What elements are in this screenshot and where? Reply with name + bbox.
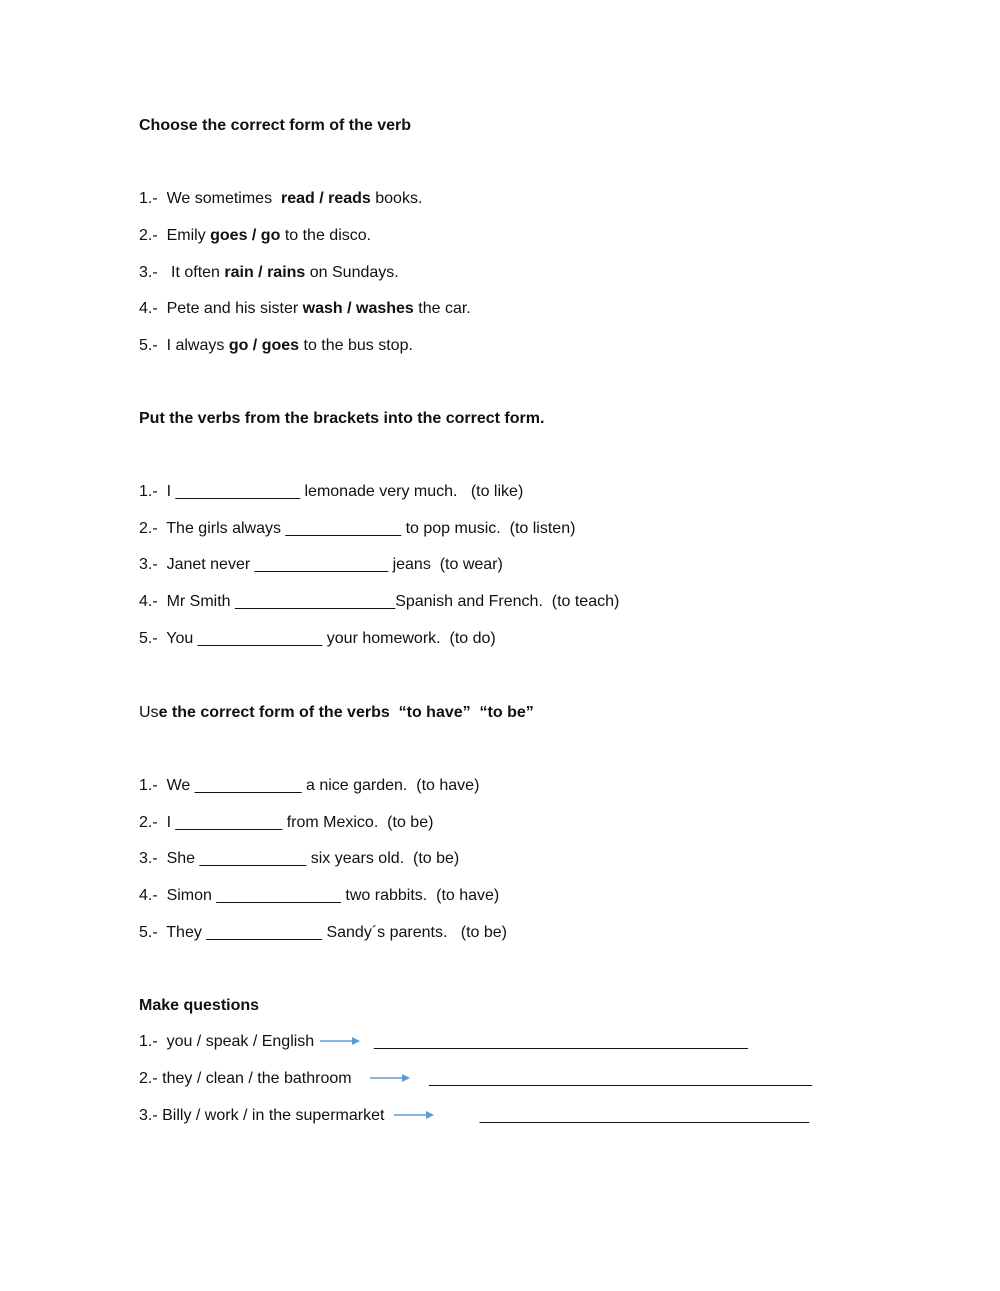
item-pre: The girls always (166, 520, 281, 537)
answer-blank[interactable]: __________________________________________ (374, 1033, 748, 1050)
heading-text: e the correct form of the verbs “to have” “to be” (158, 704, 534, 721)
item-number: 3.- (139, 1107, 158, 1124)
section-heading-to-have-to-be (139, 703, 534, 723)
item-pre: Simon (166, 887, 212, 904)
list-item (139, 336, 413, 356)
item-hint: (to have) (416, 777, 480, 794)
item-hint: (to be) (460, 924, 507, 941)
answer-blank[interactable]: _____________ (285, 520, 402, 537)
item-number: 3.- (139, 850, 158, 867)
answer-blank[interactable]: __________________ (235, 593, 396, 610)
item-number: 4.- (139, 300, 158, 317)
answer-blank[interactable]: ____________ (194, 777, 302, 794)
item-pre: Mr Smith (166, 593, 231, 610)
item-post: Sandy´s parents. (326, 924, 448, 941)
list-item (139, 1032, 748, 1052)
item-number: 2.- (139, 520, 158, 537)
item-post: on Sundays. (309, 264, 399, 281)
verb-choice[interactable]: goes / go (210, 227, 281, 244)
item-pre: We sometimes (166, 190, 273, 207)
item-hint: (to wear) (439, 556, 503, 573)
item-hint: (to like) (470, 483, 524, 500)
item-number: 2.- (139, 1070, 158, 1087)
right-arrow-icon (319, 1036, 361, 1046)
item-hint: (to listen) (509, 520, 576, 537)
item-number: 1.- (139, 777, 158, 794)
list-item (139, 813, 433, 833)
list-item (139, 519, 575, 539)
right-arrow-icon (369, 1073, 411, 1083)
list-item (139, 555, 503, 575)
item-hint: (to do) (449, 630, 496, 647)
list-item (139, 592, 619, 612)
section-heading-put-verbs: Put the verbs from the brackets into the correct form. (139, 410, 545, 427)
list-item (139, 886, 499, 906)
list-item (139, 1106, 809, 1126)
item-number: 5.- (139, 630, 158, 647)
item-post: a nice garden. (305, 777, 408, 794)
right-arrow-icon (393, 1110, 435, 1120)
item-post: from Mexico. (286, 814, 379, 831)
heading-prefix: Us (139, 704, 159, 721)
item-pre: We (166, 777, 191, 794)
item-hint: (to teach) (551, 593, 620, 610)
item-post: to the bus stop. (303, 337, 413, 354)
answer-blank[interactable]: ______________ (197, 630, 323, 647)
item-number: 2.- (139, 814, 158, 831)
item-post: to the disco. (284, 227, 372, 244)
list-item (139, 923, 507, 943)
item-pre: You (166, 630, 194, 647)
answer-blank[interactable]: _____________ (206, 924, 322, 941)
item-number: 1.- (139, 190, 158, 207)
list-item (139, 299, 471, 319)
item-pre: They (166, 924, 202, 941)
item-number: 4.- (139, 887, 158, 904)
item-pre: Janet never (166, 556, 251, 573)
item-pre: I (166, 483, 172, 500)
item-post: lemonade very much. (304, 483, 458, 500)
item-pre: I (166, 814, 172, 831)
item-number: 5.- (139, 337, 158, 354)
answer-blank[interactable]: ___________________________________________ (429, 1070, 812, 1087)
verb-choice[interactable]: wash / washes (302, 300, 414, 317)
answer-blank[interactable]: ______________ (216, 887, 341, 904)
item-number: 3.- (139, 556, 158, 573)
verb-choice[interactable]: go / goes (228, 337, 300, 354)
answer-blank[interactable]: _____________________________________ (479, 1107, 810, 1124)
item-hint: (to be) (412, 850, 460, 867)
verb-choice[interactable]: rain / rains (224, 264, 306, 281)
list-item (139, 482, 523, 502)
item-number: 3.- (139, 264, 158, 281)
question-prompt: they / clean / the bathroom (162, 1070, 352, 1087)
item-post: jeans (392, 556, 431, 573)
item-post: your homework. (326, 630, 441, 647)
item-post: the car. (418, 300, 471, 317)
item-post: to pop music. (405, 520, 501, 537)
item-hint: (to be) (387, 814, 434, 831)
item-pre: She (166, 850, 196, 867)
item-post: books. (375, 190, 423, 207)
item-number: 1.- (139, 1033, 158, 1050)
item-post: two rabbits. (345, 887, 428, 904)
item-number: 1.- (139, 483, 158, 500)
list-item (139, 776, 479, 796)
item-pre: It often (171, 264, 220, 281)
item-pre: Pete and his sister (166, 300, 299, 317)
list-item (139, 189, 422, 209)
section-heading-choose: Choose the correct form of the verb (139, 117, 412, 134)
list-item (139, 629, 496, 649)
item-hint: (to have) (436, 887, 500, 904)
list-item (139, 849, 459, 869)
item-number: 4.- (139, 593, 158, 610)
question-prompt: you / speak / English (166, 1033, 315, 1050)
item-number: 2.- (139, 227, 158, 244)
verb-choice[interactable]: read / reads (280, 190, 371, 207)
item-number: 5.- (139, 924, 158, 941)
question-prompt: Billy / work / in the supermarket (162, 1107, 385, 1124)
answer-blank[interactable]: ______________ (175, 483, 301, 500)
item-pre: Emily (166, 227, 206, 244)
item-post: six years old. (310, 850, 405, 867)
answer-blank[interactable]: ____________ (175, 814, 283, 831)
item-post: Spanish and French. (395, 593, 543, 610)
answer-blank[interactable]: _______________ (254, 556, 389, 573)
item-pre: I always (166, 337, 225, 354)
list-item (139, 263, 399, 283)
section-heading-make-questions: Make questions (139, 997, 260, 1014)
list-item (139, 226, 371, 246)
answer-blank[interactable]: ____________ (199, 850, 307, 867)
list-item (139, 1069, 812, 1089)
